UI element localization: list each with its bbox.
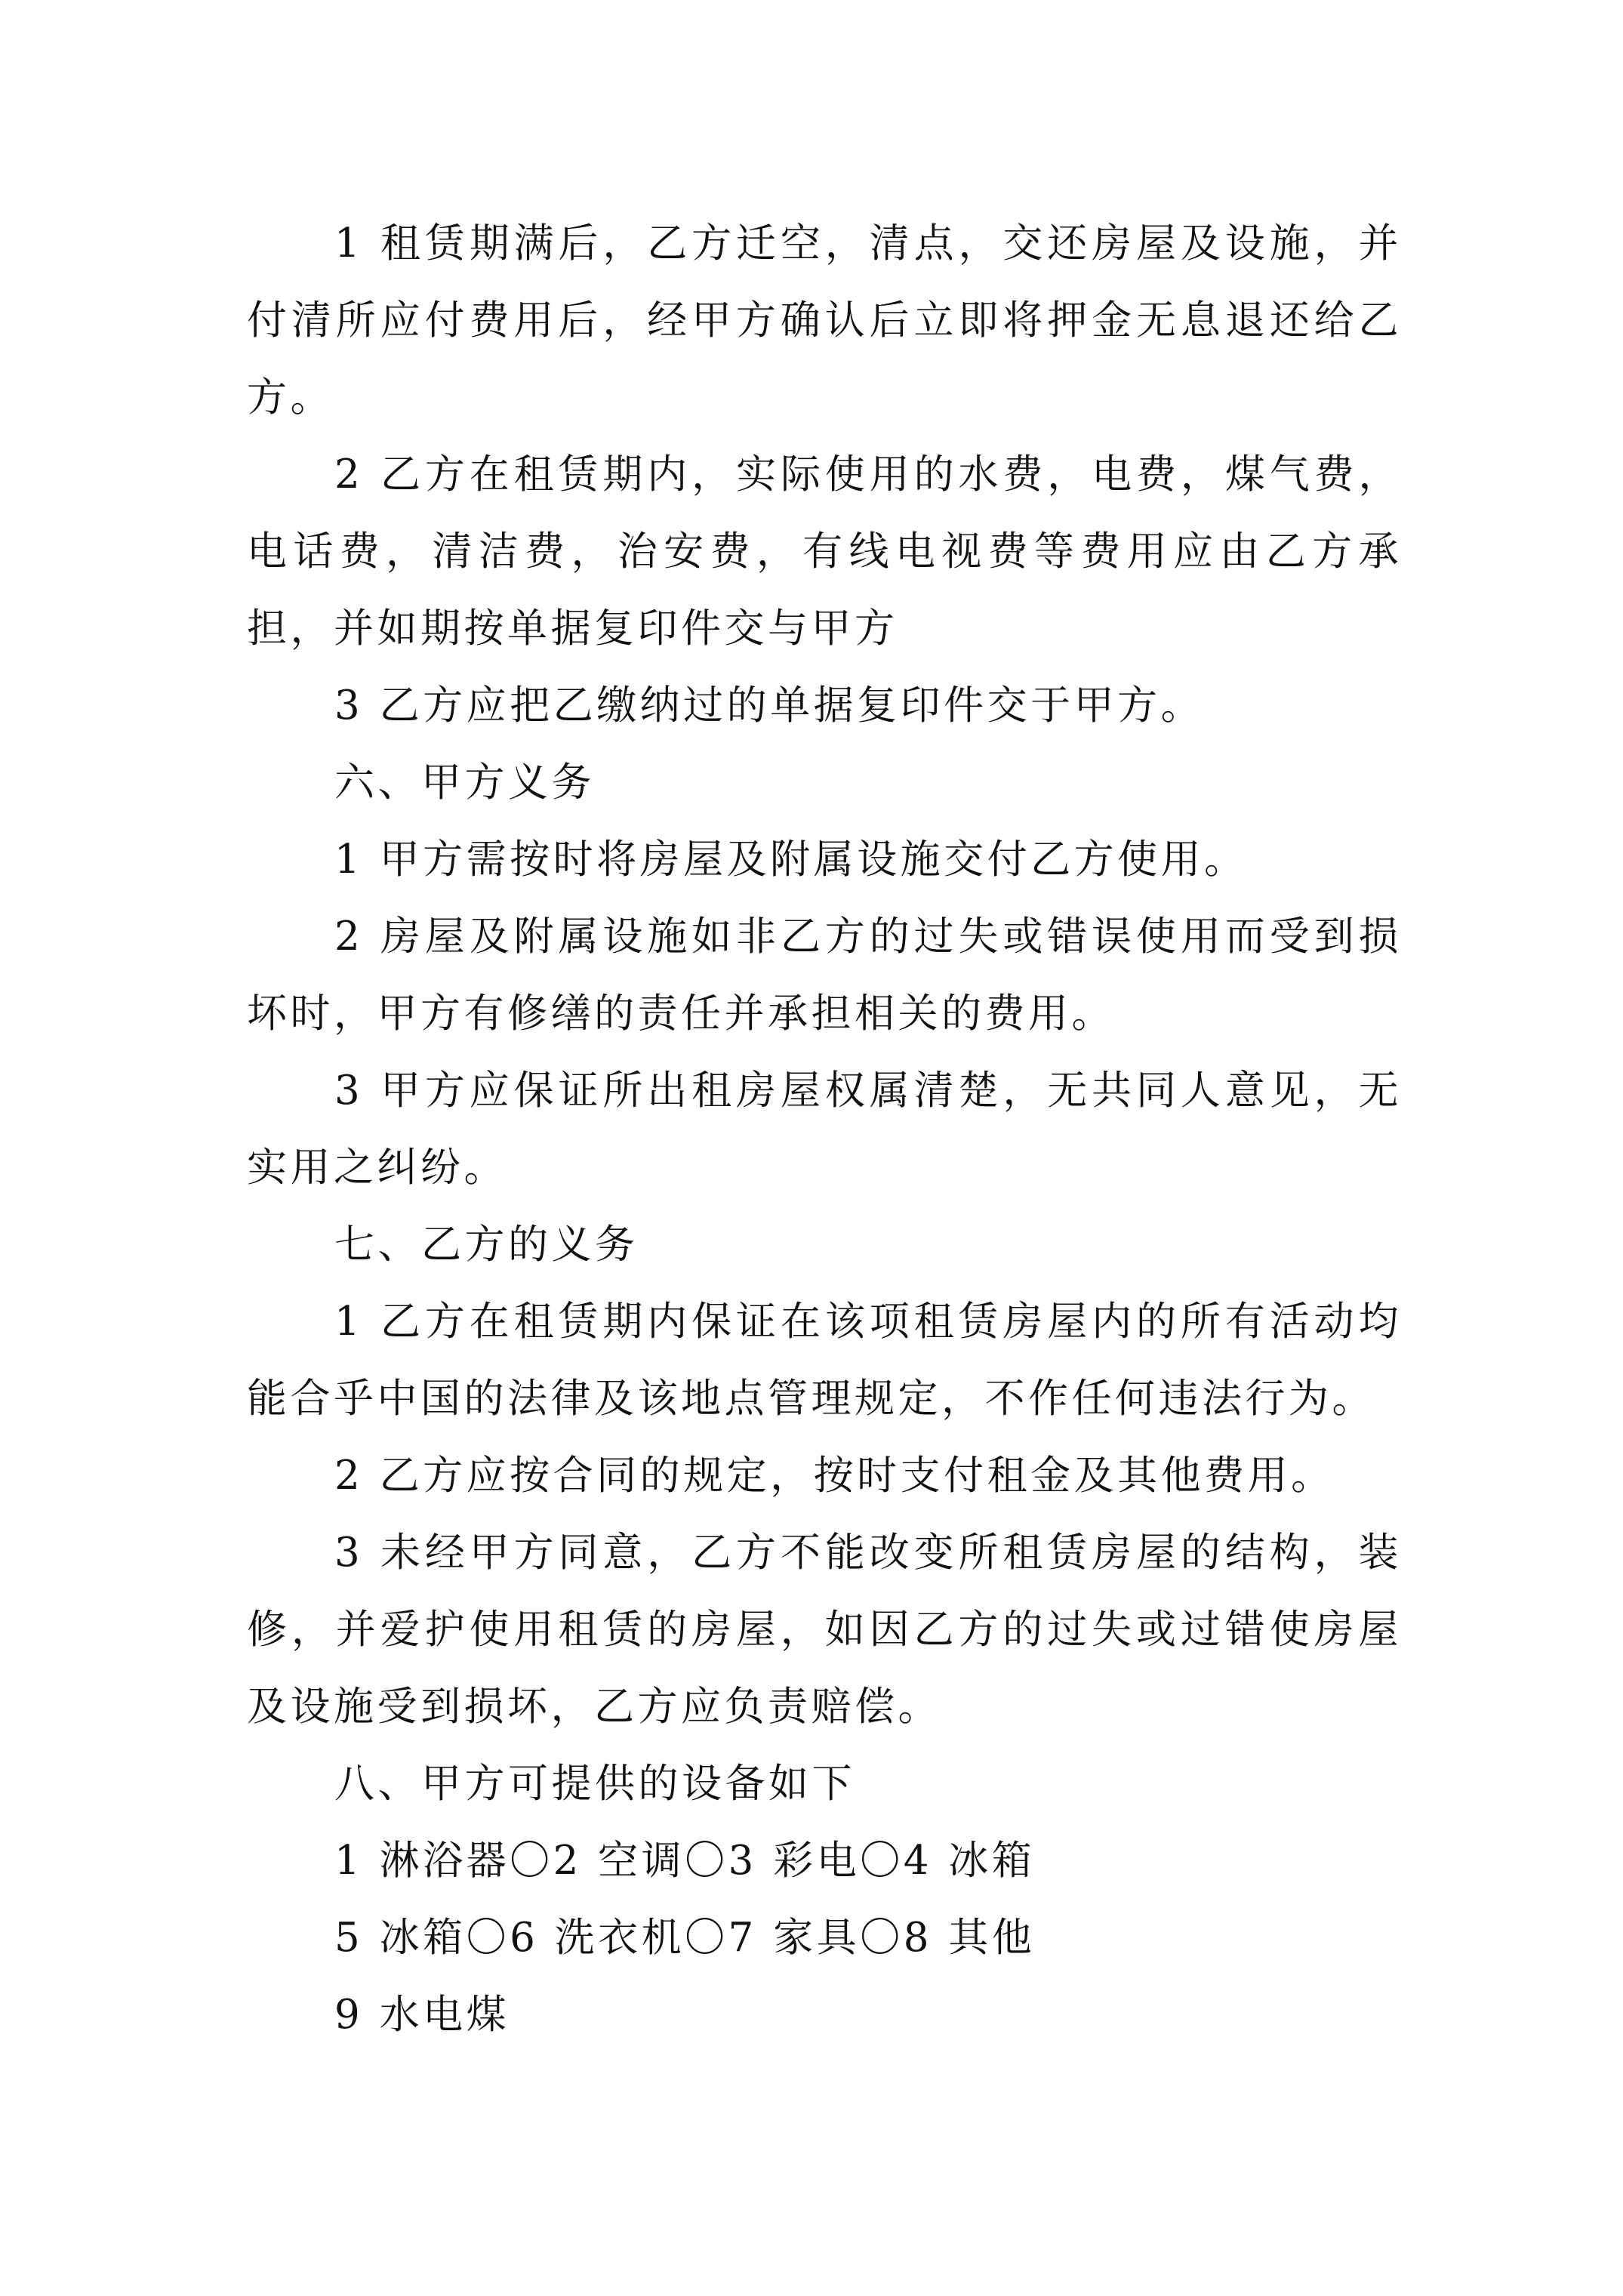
equipment-list-line: 9 水电煤 [334, 1992, 510, 2038]
section-heading: 六、甲方义务 [334, 760, 595, 806]
paragraph: 2 乙方应按合同的规定，按时支付租金及其他费用。 [334, 1453, 1335, 1499]
equipment-list-line: 1 淋浴器〇2 空调〇3 彩电〇4 冰箱 [334, 1838, 1036, 1884]
equipment-list-line: 5 冰箱〇6 洗衣机〇7 家具〇8 其他 [334, 1915, 1036, 1961]
paragraph: 3 乙方应把乙缴纳过的单据复印件交于甲方。 [334, 683, 1205, 729]
paragraph: 1 租赁期满后，乙方迁空，清点，交还房屋及设施，并付清所应付费用后，经甲方确认后立即将押金无息退还给乙方。 [247, 220, 1402, 421]
paragraph: 2 房屋及附属设施如非乙方的过失或错误使用而受到损坏时，甲方有修缮的责任并承担相关的费用。 [247, 914, 1402, 1037]
paragraph: 3 甲方应保证所出租房屋权属清楚，无共同人意见，无实用之纠纷。 [247, 1068, 1402, 1191]
paragraph: 3 未经甲方同意，乙方不能改变所租赁房屋的结构，装修，并爱护使用租赁的房屋，如因乙方的过失或过错使房屋及设施受到损坏，乙方应负责赔偿。 [247, 1530, 1402, 1730]
section-heading: 七、乙方的义务 [334, 1222, 639, 1268]
document-body [247, 205, 1402, 2054]
paragraph: 1 甲方需按时将房屋及附属设施交付乙方使用。 [334, 837, 1248, 883]
paragraph: 2 乙方在租赁期内，实际使用的水费，电费，煤气费，电话费，清洁费，治安费，有线电视费等费用应由乙方承担，并如期按单据复印件交与甲方 [247, 451, 1402, 652]
paragraph: 1 乙方在租赁期内保证在该项租赁房屋内的所有活动均能合乎中国的法律及该地点管理规定，不作任何违法行为。 [247, 1299, 1402, 1422]
section-heading: 八、甲方可提供的设备如下 [334, 1761, 855, 1807]
